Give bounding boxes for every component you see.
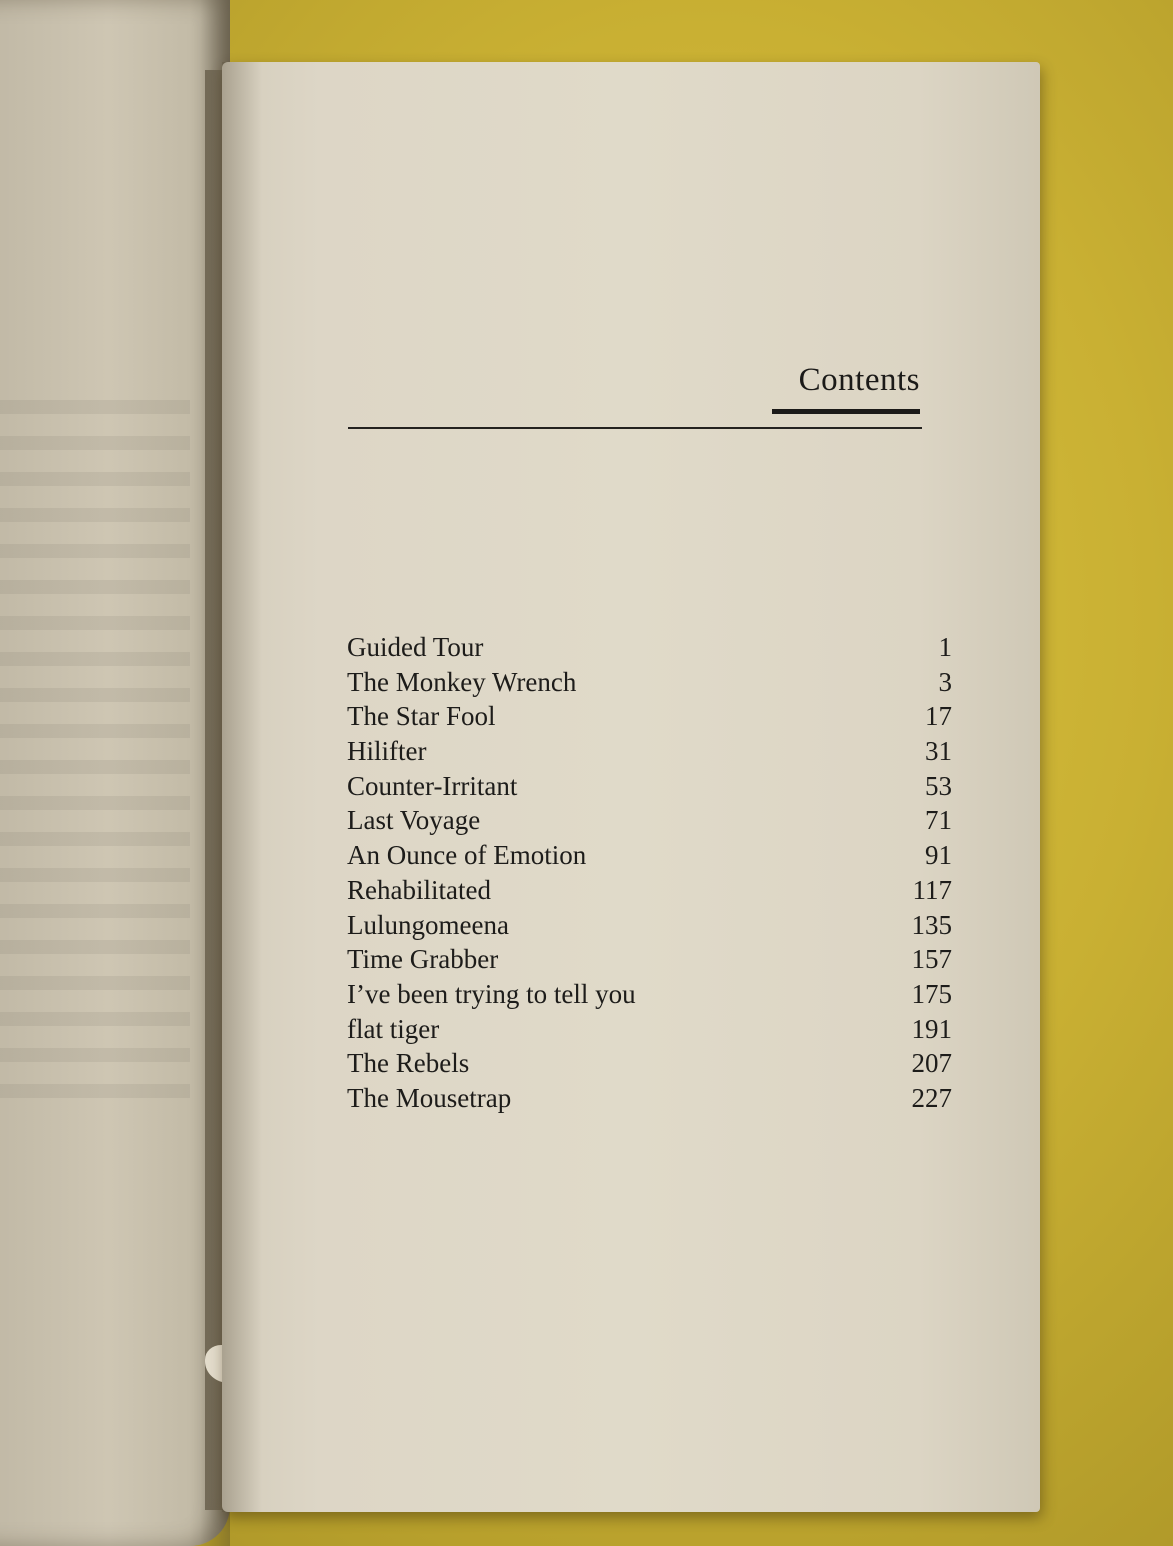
- entry-page-number: 175: [911, 978, 952, 1009]
- show-through-text: [0, 400, 190, 1100]
- entry-page-number: 71: [925, 805, 952, 836]
- contents-entry: [347, 979, 952, 1014]
- contents-entry: [347, 736, 952, 771]
- contents-heading: Contents: [798, 362, 920, 398]
- entry-title: Lulungomeena: [347, 909, 509, 940]
- heading-rule: [348, 427, 922, 429]
- contents-entry: [347, 1083, 952, 1118]
- entry-title: The Mousetrap: [347, 1082, 512, 1113]
- contents-entry: [347, 875, 952, 910]
- entry-page-number: 135: [911, 909, 952, 940]
- entry-page-number: 207: [911, 1048, 952, 1079]
- entry-page-number: 17: [925, 701, 952, 732]
- entry-page-number: 53: [925, 770, 952, 801]
- contents-entry: [347, 771, 952, 806]
- contents-page: [222, 62, 1040, 1512]
- contents-list: [347, 632, 952, 1118]
- entry-page-number: 191: [911, 1013, 952, 1044]
- heading-underline: [772, 409, 920, 414]
- entry-page-number: 157: [911, 944, 952, 975]
- entry-title: flat tiger: [347, 1013, 440, 1044]
- entry-page-number: 227: [911, 1082, 952, 1113]
- entry-page-number: 91: [925, 840, 952, 871]
- contents-entry: [347, 944, 952, 979]
- entry-title: An Ounce of Emotion: [347, 840, 587, 871]
- entry-title: I’ve been trying to tell you: [347, 978, 636, 1009]
- contents-entry: [347, 667, 952, 702]
- entry-title: Counter-Irritant: [347, 770, 518, 801]
- contents-entry: [347, 1048, 952, 1083]
- contents-entry: [347, 805, 952, 840]
- entry-page-number: 3: [938, 666, 952, 697]
- entry-title: Time Grabber: [347, 944, 499, 975]
- entry-title: Hilifter: [347, 736, 427, 767]
- contents-entry: [347, 840, 952, 875]
- entry-title: The Rebels: [347, 1048, 470, 1079]
- contents-entry: [347, 701, 952, 736]
- entry-page-number: 31: [925, 736, 952, 767]
- contents-entry: [347, 632, 952, 667]
- entry-title: Last Voyage: [347, 805, 481, 836]
- entry-page-number: 1: [938, 632, 952, 662]
- contents-entry: [347, 910, 952, 945]
- entry-title: The Monkey Wrench: [347, 666, 577, 697]
- entry-page-number: 117: [912, 874, 952, 905]
- contents-entry: [347, 1014, 952, 1049]
- entry-title: Guided Tour: [347, 632, 484, 662]
- facing-page: [0, 0, 230, 1546]
- entry-title: Rehabilitated: [347, 874, 491, 905]
- entry-title: The Star Fool: [347, 701, 496, 732]
